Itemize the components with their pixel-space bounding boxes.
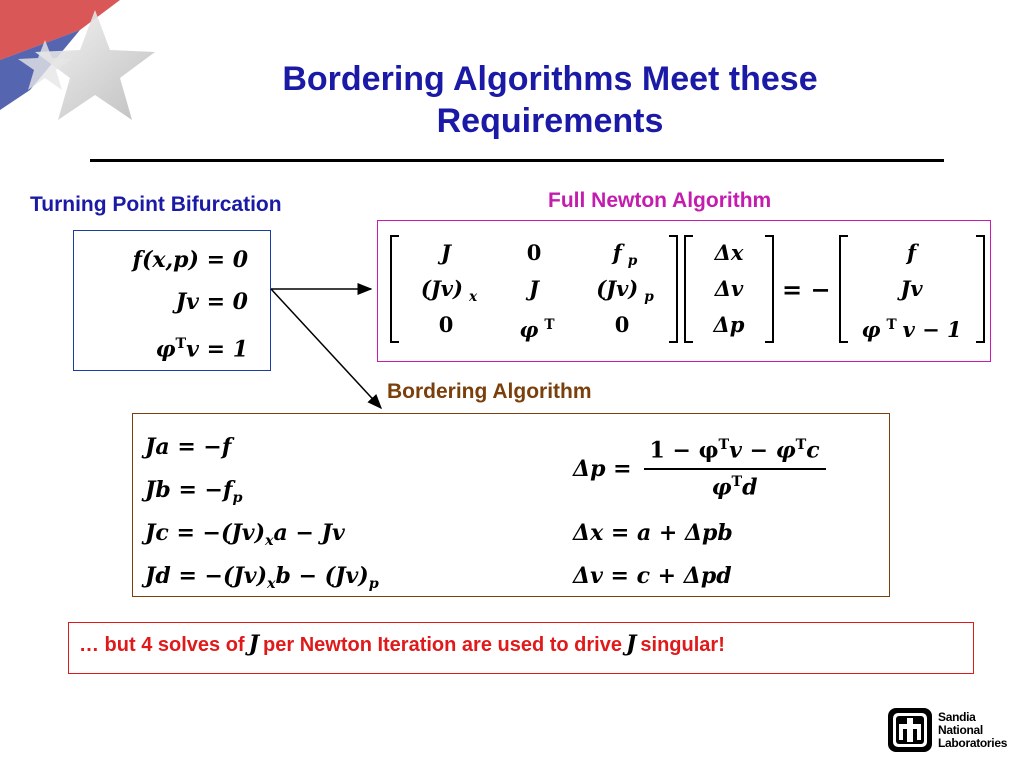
delta-x-formula: Δx = a + Δpb [573, 520, 733, 546]
equals-negative: = − [782, 274, 831, 304]
solves-note: … but 4 solves of J per Newton Iteration are used to drive J singular! [68, 622, 974, 674]
sandia-thunderbird-icon [888, 708, 932, 752]
m-r3c3: 0 [614, 312, 630, 337]
solve-b: $Jb = -f_p$ [145, 477, 243, 506]
tp-equation-3: $\varphi^Tv = 1$ [155, 336, 248, 363]
solve-a: Ja = −f [145, 434, 232, 460]
solve-c: $Jc = -(Jv)_xa - Jv$ [145, 520, 345, 549]
m-r1c2: 0 [526, 240, 542, 265]
rhs-f: f [907, 240, 917, 265]
bordering-solves [145, 426, 379, 598]
slide-title: Bordering Algorithms Meet these Requirements [282, 60, 818, 140]
tp-equation-1: f(x,p) = 0 [132, 247, 248, 273]
turning-point-label: Turning Point Bifurcation [30, 193, 282, 216]
delta-p-formula: Δp = $\frac{1 - \varphi^Tv - \varphi^Tc}{\varphi^Td}$ [573, 426, 826, 512]
m-r3c1: 0 [438, 312, 454, 337]
m-r1c3: f $_p$ [612, 240, 638, 269]
unknown-dp: Δp [713, 312, 745, 337]
sandia-logo-text: Sandia National Laboratories [938, 709, 1008, 750]
bordering-box [132, 413, 890, 597]
unknown-dv: Δv [714, 276, 744, 301]
tp-equation-2: Jv = 0 [175, 289, 248, 315]
delta-p-fraction: $\frac{1 - \varphi^Tv - \varphi^Tc}{\varphi^Td}$ [644, 437, 826, 500]
arrow-to-bordering [271, 289, 381, 408]
m-r2c3: (Jv) $_p$ [596, 276, 654, 305]
full-newton-label: Full Newton Algorithm [548, 189, 772, 212]
m-r1c1: J [441, 240, 451, 265]
delta-v-formula: Δv = c + Δpd [573, 563, 732, 589]
note-symbol-j2: J [625, 631, 637, 657]
m-r2c1: (Jv) $_x$ [420, 276, 478, 305]
rhs-phi: φ $^T$ v − 1 [861, 317, 962, 343]
bordering-updates [573, 426, 826, 598]
m-r3c2: φ $^T$ [519, 317, 555, 343]
m-r2c2: J [529, 276, 539, 301]
sandia-logo [888, 708, 1007, 752]
bordering-label: Bordering Algorithm [387, 380, 592, 403]
unknown-dx: Δx [714, 240, 744, 265]
note-symbol-j1: J [248, 631, 260, 657]
solve-d: $Jd = -(Jv)_xb - (Jv)_p$ [145, 563, 379, 592]
rhs-jv: Jv [900, 276, 923, 301]
